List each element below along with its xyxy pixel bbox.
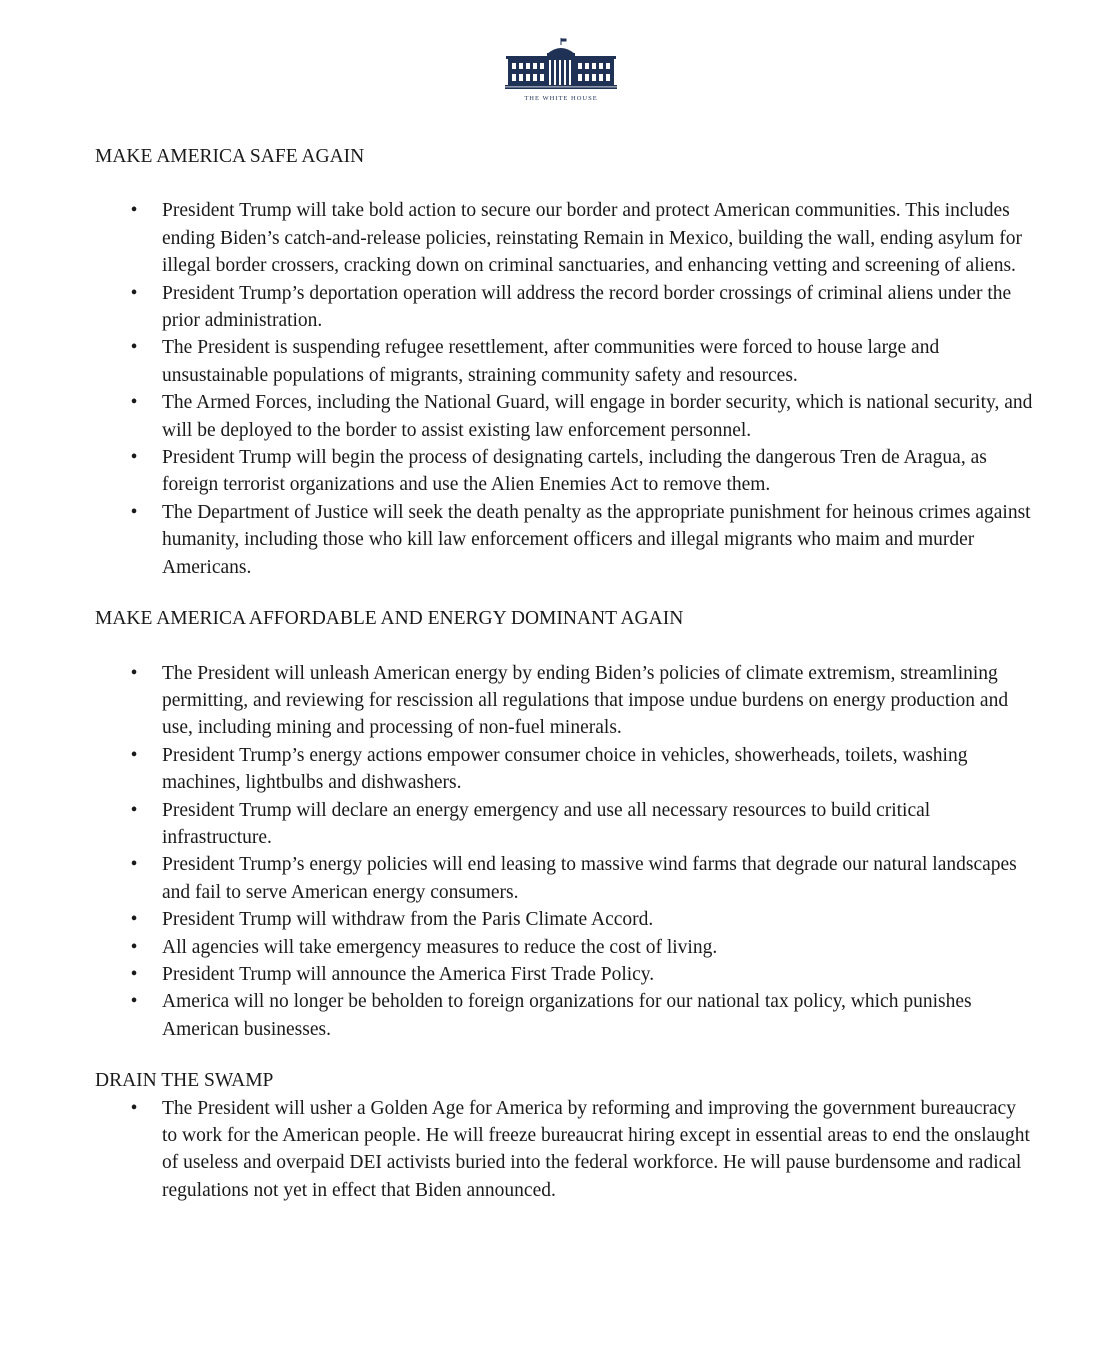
bullet-icon: • — [130, 200, 138, 222]
bullet-icon: • — [130, 447, 138, 469]
list-item-text: America will no longer be beholden to foreign organizations for our national tax policy, which punishes American businesses. — [162, 991, 972, 1040]
list-item-text: President Trump’s energy actions empower consumer choice in vehicles, showerheads, toilets, washing machines, lightbulbs and dishwashers. — [162, 744, 968, 794]
bullet-icon: • — [130, 392, 138, 414]
list-item — [95, 934, 1035, 961]
list-item — [95, 1095, 1035, 1205]
list-item — [95, 334, 1035, 389]
list-item — [95, 499, 1035, 581]
list-item-text: President Trump will announce the America First Trade Policy. — [162, 963, 655, 985]
bullet-icon: • — [130, 799, 138, 821]
bullet-icon: • — [130, 909, 138, 931]
list-item — [95, 280, 1035, 335]
bullet-icon: • — [130, 854, 138, 876]
bullet-icon: • — [130, 991, 138, 1013]
list-item — [95, 851, 1035, 906]
bullet-icon: • — [130, 282, 138, 304]
list-item — [95, 797, 1035, 852]
list-item — [95, 444, 1035, 499]
bullet-icon: • — [130, 662, 138, 684]
list-item-text: All agencies will take emergency measures to reduce the cost of living. — [162, 936, 718, 958]
list-item-text: The President will unleash American energy by ending Biden’s policies of climate extremism, streamlining permitting, and reviewing for rescission all regulations that impose undue burdens on energy production and use, including mining and processing of non-fuel minerals. — [162, 662, 1009, 739]
list-item-text: The President will usher a Golden Age for America by reforming and improving the government bureaucracy to work for the American people. He will freeze bureaucrat hiring except in essential areas to end the onslaught of useless and overpaid DEI activists buried into the federal workforce. He will pause burdensome and radical regulations not yet in effect that Biden announced. — [162, 1097, 1030, 1201]
list-item-text: The Department of Justice will seek the death penalty as the appropriate punishment for heinous crimes against humanity, including those who kill law enforcement officers and illegal migrants who maim and murder Americans. — [162, 501, 1031, 578]
white-house-logo — [503, 38, 619, 108]
list-item-text: President Trump will begin the process of designating cartels, including the dangerous Tren de Aragua, as foreign terrorist organizations and use the Alien Enemies Act to remove them. — [162, 447, 987, 496]
bullet-icon: • — [130, 744, 138, 766]
list-item — [95, 988, 1035, 1043]
list-item-text: President Trump’s energy policies will end leasing to massive wind farms that degrade our natural landscapes and fail to serve American energy consumers. — [162, 854, 1017, 903]
list-item-text: President Trump will withdraw from the Paris Climate Accord. — [162, 909, 654, 931]
list-item — [95, 906, 1035, 933]
bullet-icon: • — [130, 963, 138, 985]
list-item — [95, 660, 1035, 742]
section-list-energy — [95, 660, 1035, 1044]
bullet-icon: • — [130, 1097, 138, 1119]
logo-caption: THE WHITE HOUSE — [524, 95, 598, 102]
list-item — [95, 742, 1035, 797]
list-item-text: The President is suspending refugee resettlement, after communities were forced to house large and unsustainable populations of migrants, straining community safety and resources. — [162, 337, 940, 386]
bullet-icon: • — [130, 936, 138, 958]
bullet-icon: • — [130, 501, 138, 523]
section-title-safe: MAKE AMERICA SAFE AGAIN — [95, 146, 365, 167]
section-list-safe — [95, 197, 1035, 581]
bullet-icon: • — [130, 337, 138, 359]
list-item — [95, 961, 1035, 988]
list-item-text: President Trump will take bold action to secure our border and protect American communities. This includes ending Biden’s catch-and-release policies, reinstating Remain in Mexico, building the wall, ending asylum for illegal border crossers, cracking down on criminal sanctuaries, and enhancing vetting and screening of aliens. — [162, 200, 1022, 277]
list-item-text: The Armed Forces, including the National Guard, will engage in border security, which is national security, and will be deployed to the border to assist existing law enforcement personnel. — [162, 392, 1033, 441]
list-item — [95, 389, 1035, 444]
white-house-building-icon — [503, 38, 619, 94]
section-title-energy: MAKE AMERICA AFFORDABLE AND ENERGY DOMINANT AGAIN — [95, 608, 684, 630]
section-title-swamp: DRAIN THE SWAMP — [95, 1070, 274, 1092]
list-item — [95, 197, 1035, 279]
list-item-text: President Trump’s deportation operation will address the record border crossings of criminal aliens under the prior administration. — [162, 282, 1012, 332]
list-item-text: President Trump will declare an energy emergency and use all necessary resources to build critical infrastructure. — [162, 799, 931, 848]
document-body — [95, 143, 1035, 1204]
section-list-swamp — [95, 1095, 1035, 1205]
